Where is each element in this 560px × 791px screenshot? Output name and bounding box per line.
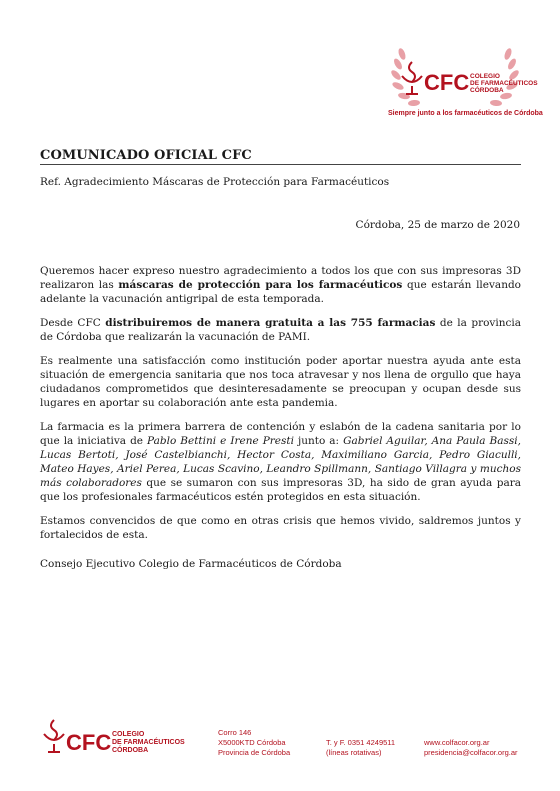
svg-text:COLEGIO: COLEGIO <box>112 731 145 738</box>
document-date: Córdoba, 25 de marzo de 2020 <box>355 219 520 231</box>
paragraph-1: Queremos hacer expreso nuestro agradecimiento a todos los que con sus impresoras 3D realizaron las máscaras de protección para los farmacéuticos que estarán llevando adelante la vacunación antigripal de esta temporada. <box>40 265 521 305</box>
svg-text:CFC: CFC <box>66 730 112 755</box>
reference-line: Ref. Agradecimiento Máscaras de Protección para Farmacéuticos <box>40 176 390 188</box>
paragraph-4: La farmacia es la primera barrera de contención y eslabón de la cadena sanitaria por lo que la iniciativa de Pablo Bettini e Irene Presti junto a: Gabriel Aguilar, Ana Paula Bassi, Lucas Bertoti, José Castelbianchi, Hector Costa, Maximiliano Garcia, Pedro Giaculli, Mateo Hayes, Ariel Perea, Lucas Scavino, Leandro Spillmann, Santiago Villagra y muchos más colaboradores que se sumaron con sus impresoras 3D, ha sido de gran ayuda para que los profesionales farmacéuticos estén protegidos en esta situación. <box>40 421 521 503</box>
svg-text:CÓRDOBA: CÓRDOBA <box>470 87 504 94</box>
header-tagline: Siempre junto a los farmacéuticos de Córdoba <box>388 110 543 117</box>
svg-text:DE FARMACÉUTICOS: DE FARMACÉUTICOS <box>470 80 538 87</box>
footer-web-link[interactable]: www.colfacor.org.ar <box>424 738 490 747</box>
paragraph-5: Estamos convencidos de que como en otras crisis que hemos vivido, saldremos juntos y fortalecidos de esta. <box>40 515 521 541</box>
footer <box>40 716 530 766</box>
paragraph-2: Desde CFC distribuiremos de manera gratuita a las 755 farmacias de la provincia de Córdoba que realizarán la vacunación de PAMI. <box>40 317 521 343</box>
footer-email-link[interactable]: presidencia@colfacor.org.ar <box>424 748 518 757</box>
hygieia-bowl-icon <box>402 62 422 94</box>
document-title: COMUNICADO OFICIAL CFC <box>40 148 252 163</box>
svg-text:COLEGIO: COLEGIO <box>470 73 500 80</box>
svg-text:CFC: CFC <box>424 70 470 95</box>
document-body <box>40 264 521 552</box>
title-divider <box>40 164 521 165</box>
paragraph-3: Es realmente una satisfacción como institución poder aportar nuestra ayuda ante esta situación de emergencia sanitaria que nos toca atravesar y nos llena de orgullo que haya ciudadanos comprometidos que desinteresadamente se preocupan y ocupan desde sus lugares en aportar su colaboración ante esta pandemia. <box>40 355 521 409</box>
signature: Consejo Ejecutivo Colegio de Farmacéuticos de Córdoba <box>40 558 342 570</box>
footer-contact <box>424 738 518 758</box>
footer-logo-icon <box>40 716 200 766</box>
footer-address: Corro 146 X5000KTD Córdoba Provincia de Córdoba <box>218 728 291 757</box>
svg-text:DE FARMACÉUTICOS: DE FARMACÉUTICOS <box>112 739 185 746</box>
svg-text:CÓRDOBA: CÓRDOBA <box>112 747 149 754</box>
footer-phone: T. y F. 0351 4249511 (líneas rotativas) <box>326 738 396 757</box>
